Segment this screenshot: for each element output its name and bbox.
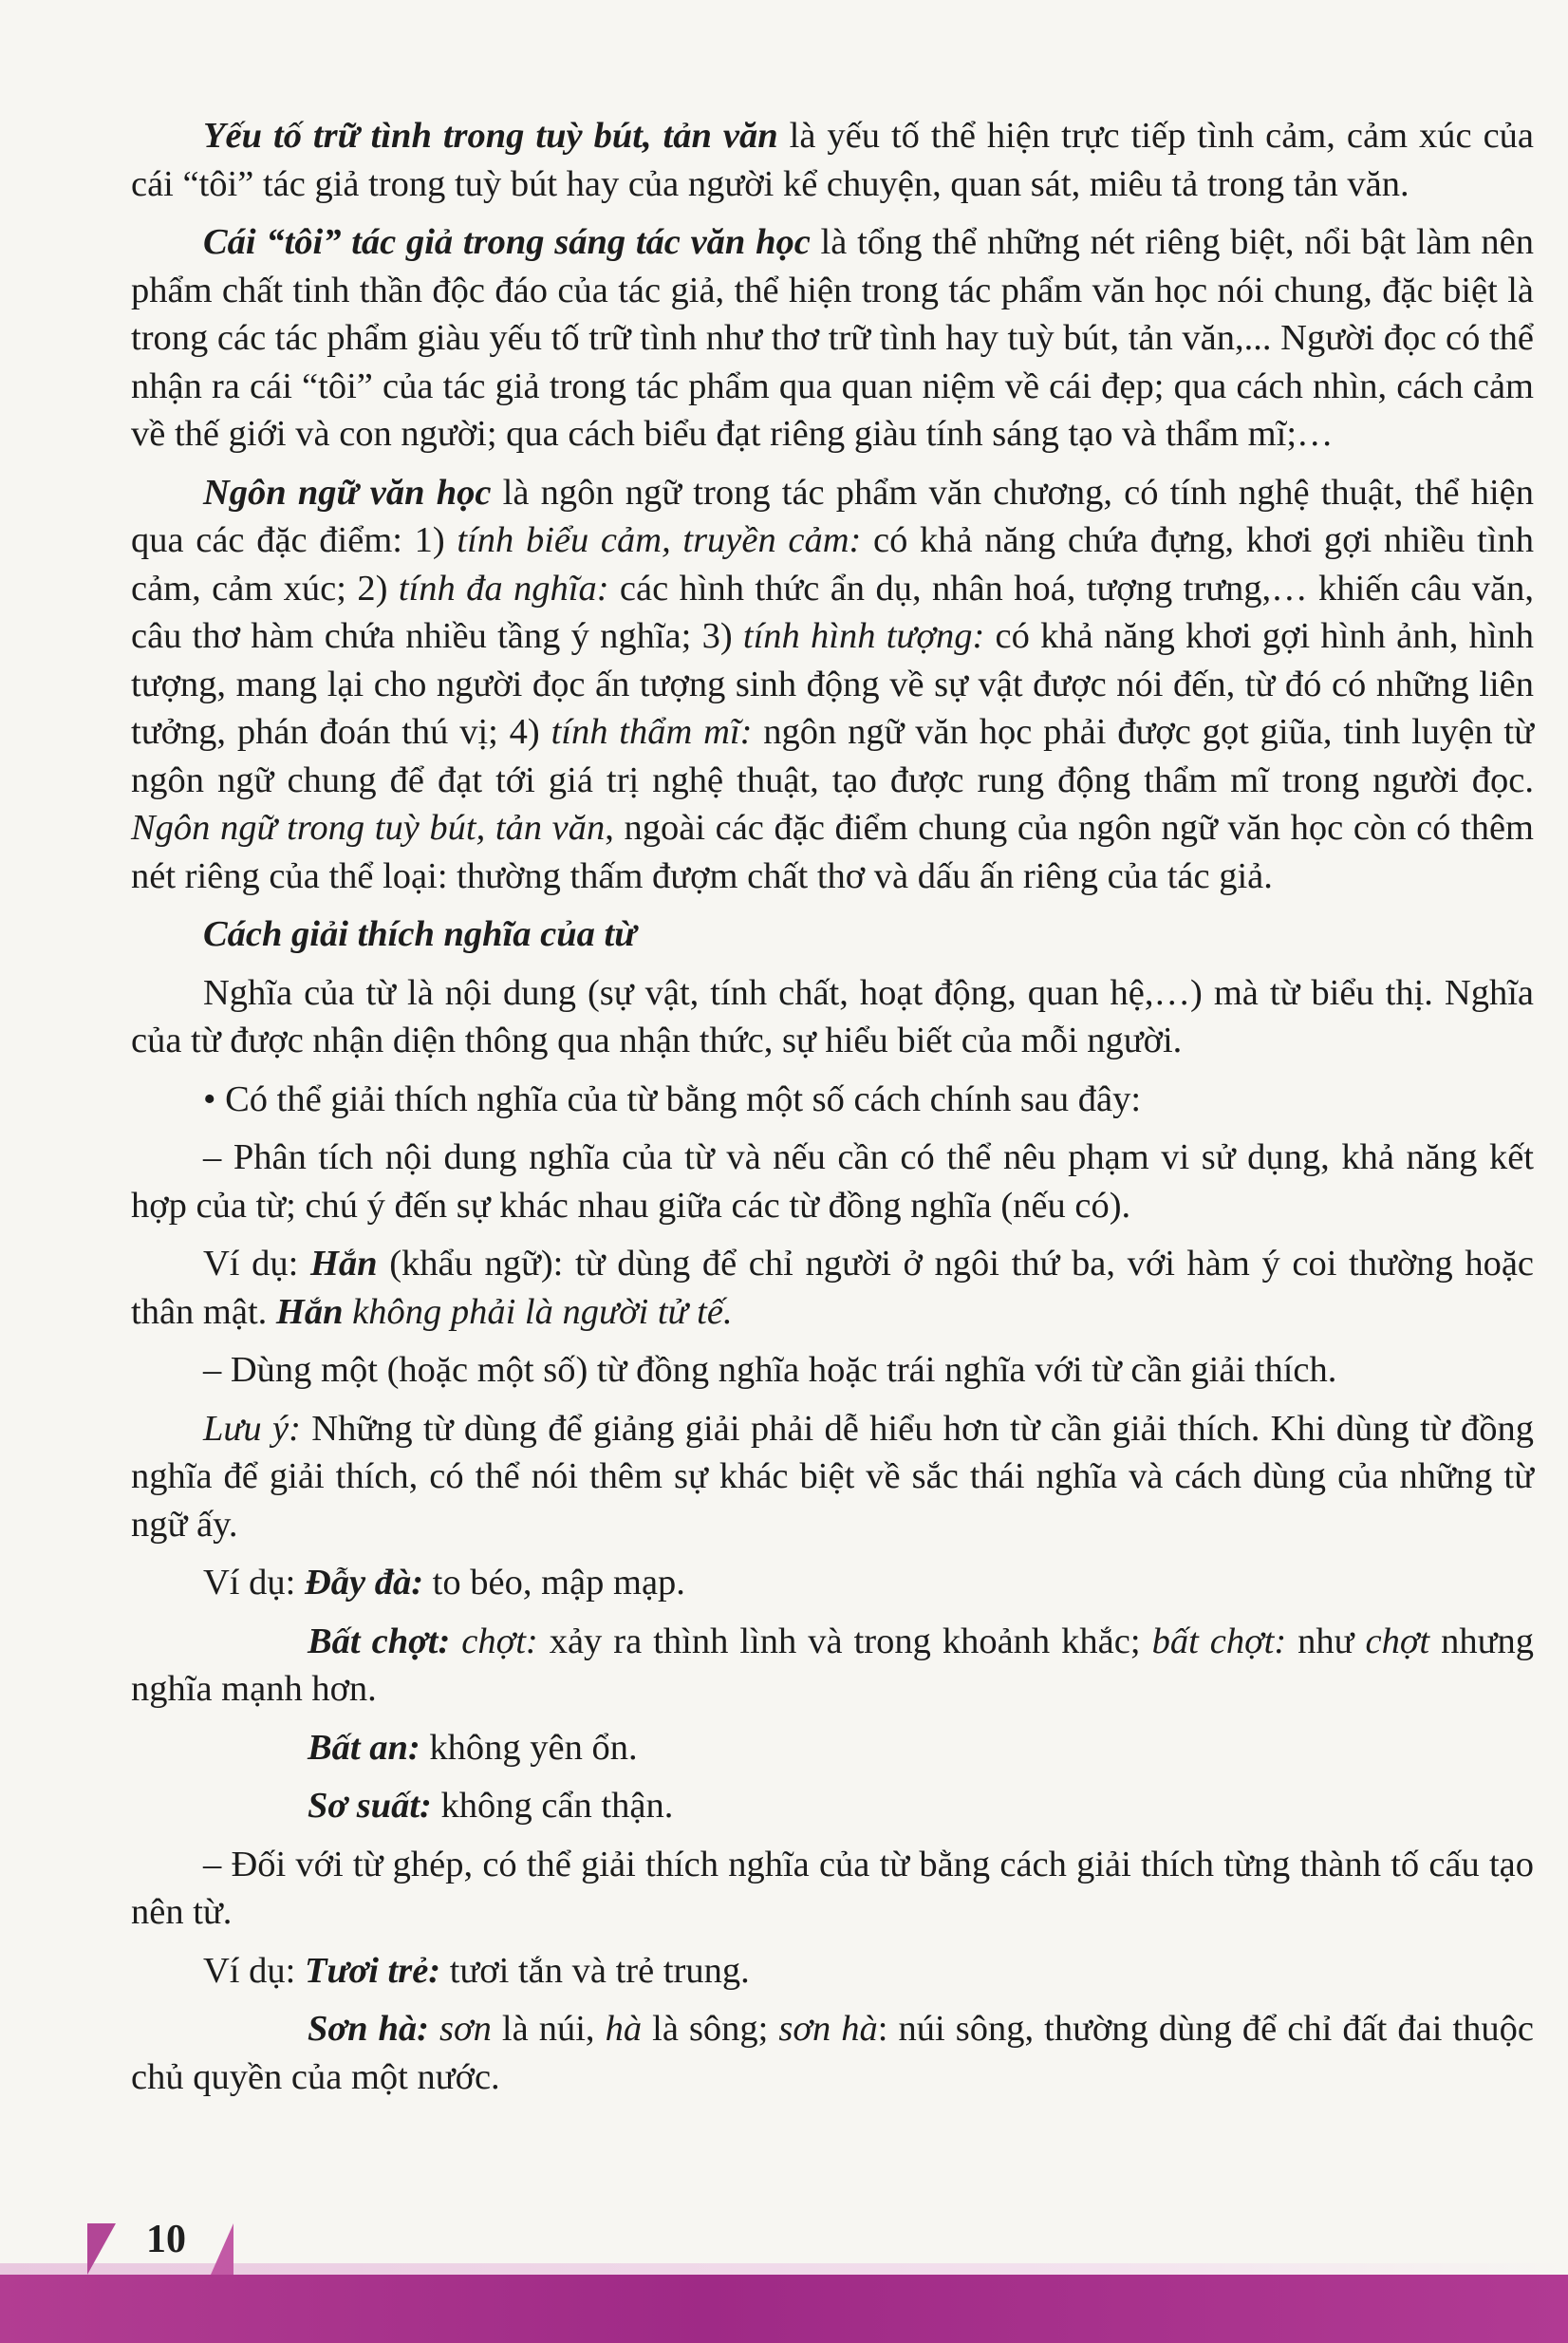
example-term: Sơ suất: xyxy=(308,1786,432,1826)
paragraph-text: có khả năng chứa đựng, khơi gợi nhiều tình cảm, cảm xúc; 2) xyxy=(131,520,1535,609)
italic-text: Ngôn ngữ trong tuỳ bút, tản văn xyxy=(131,808,606,848)
paragraph-text: là yếu tố thể hiện trực tiếp tình cảm, cảm xúc của cái “tôi” tác giả trong tuỳ bút hay của người kể chuyện, quan sát, miêu tả trong tản văn. xyxy=(131,116,1534,204)
footer-band xyxy=(0,2275,1568,2343)
paragraph-text: các hình thức ẩn dụ, nhân hoá, tượng trưng,… khiến câu văn, câu thơ hàm chứa nhiều tầng ý nghĩa; 3) xyxy=(131,568,1534,656)
note-paragraph xyxy=(131,1405,1534,1549)
italic-text: tính đa nghĩa: xyxy=(398,568,609,609)
page-content xyxy=(131,112,1534,2111)
example-term: Hắn xyxy=(309,1244,378,1284)
example-text: không yên ổn. xyxy=(420,1727,638,1768)
example-italic: hà xyxy=(605,2009,643,2049)
paragraph-text: là ngôn ngữ trong tác phẩm văn chương, có tính nghệ thuật, thể hiện qua các đặc điểm: 1) xyxy=(131,472,1534,560)
footer-accent-band xyxy=(0,2263,1568,2275)
example-italic: sơn hà xyxy=(778,2009,878,2049)
note-text: Những từ dùng để giảng giải phải dễ hiểu hơn từ cần giải thích. Khi dùng từ đồng nghĩa để giải thích, có thể nói thêm sự khác biệt về sắc thái nghĩa và cách dùng của những từ ngữ ấy. xyxy=(131,1408,1534,1545)
paragraph-word-meaning: Nghĩa của từ là nội dung (sự vật, tính chất, hoạt động, quan hệ,…) mà từ biểu thị. Nghĩa của từ được nhận diện thông qua nhận thức, sự hiểu biết của mỗi người. xyxy=(131,972,1534,1060)
example-lead: Ví dụ: xyxy=(203,1244,310,1284)
example-term: Hắn xyxy=(275,1291,344,1332)
italic-text: tính thẩm mĩ: xyxy=(551,712,753,752)
term-lyric-element: Yếu tố trữ tình trong tuỳ bút, tản văn xyxy=(203,116,778,156)
example-italic: chợt: xyxy=(450,1621,538,1661)
example-text: như xyxy=(1286,1621,1366,1661)
bullet-methods: • Có thể giải thích nghĩa của từ bằng một số cách chính sau đây: xyxy=(203,1078,1142,1119)
note-label: Lưu ý: xyxy=(203,1408,301,1449)
paragraph-text: có khả năng khơi gợi hình ảnh, hình tượng, mang lại cho người đọc ấn tượng sinh động về sự vật được nói đến, từ đó có những liên tưởng, phán đoán thú vị; 4) xyxy=(131,616,1535,752)
example-italic: bất chợt: xyxy=(1151,1621,1287,1661)
method-compound: – Đối với từ ghép, có thể giải thích nghĩa của từ bằng cách giải thích từng thành tố cấu tạo nên từ. xyxy=(131,1844,1534,1932)
example-text: xảy ra thình lình và trong khoảnh khắc; xyxy=(537,1621,1152,1661)
method-synonym: – Dùng một (hoặc một số) từ đồng nghĩa hoặc trái nghĩa với từ cần giải thích. xyxy=(203,1350,1337,1390)
method-analysis: – Phân tích nội dung nghĩa của từ và nếu cần có thể nêu phạm vi sử dụng, khả năng kết hợp của từ; chú ý đến sự khác nhau giữa các từ đồng nghĩa (nếu có). xyxy=(131,1137,1534,1226)
paragraph-text: ngôn ngữ văn học phải được gọt giũa, tinh luyện từ ngôn ngữ chung để đạt tới giá trị nghệ thuật, tạo được rung động thẩm mĩ trong người đọc. xyxy=(131,712,1534,800)
example-4 xyxy=(131,1724,1534,1772)
paragraph-lyric-element xyxy=(131,112,1534,208)
example-term: Đẫy đà: xyxy=(304,1563,424,1603)
paragraph-author-self xyxy=(131,218,1534,459)
example-lead: Ví dụ: xyxy=(203,1563,305,1603)
example-6 xyxy=(131,1947,1534,1996)
section-heading: Cách giải thích nghĩa của từ xyxy=(203,914,637,954)
example-5 xyxy=(131,1782,1534,1830)
italic-text: tính biểu cảm, truyền cảm: xyxy=(457,520,862,560)
example-italic: chợt xyxy=(1365,1621,1430,1661)
example-text: nhưng nghĩa mạnh hơn. xyxy=(131,1621,1535,1709)
paragraph-text: , ngoài các đặc điểm chung của ngôn ngữ văn học còn có thêm nét riêng của thể loại: thường thấm đượm chất thơ và dấu ấn riêng của tác giả. xyxy=(131,808,1535,896)
term-literary-language: Ngôn ngữ văn học xyxy=(203,472,492,513)
example-italic: không phải là người tử tế. xyxy=(343,1291,733,1332)
page-corner-left-decoration xyxy=(87,2223,116,2275)
paragraph-literary-language xyxy=(131,469,1534,901)
example-term: Tươi trẻ: xyxy=(304,1950,441,1991)
term-author-self: Cái “tôi” tác giả trong sáng tác văn học xyxy=(203,222,811,262)
example-text: (khẩu ngữ): từ dùng để chỉ người ở ngôi thứ ba, với hàm ý coi thường hoặc thân mật. xyxy=(131,1244,1534,1332)
example-term: Sơn hà: xyxy=(308,2009,430,2049)
page-number: 10 xyxy=(146,2218,186,2261)
example-text: tươi tắn và trẻ trung. xyxy=(440,1950,750,1991)
example-1 xyxy=(131,1240,1534,1336)
example-text: là sông; xyxy=(642,2009,779,2049)
example-text: : núi sông, thường dùng để chỉ đất đai thuộc chủ quyền của một nước. xyxy=(131,2009,1535,2097)
italic-text: tính hình tượng: xyxy=(742,616,985,656)
example-text: là núi, xyxy=(491,2009,606,2049)
example-term: Bất chợt: xyxy=(308,1621,451,1661)
example-term: Bất an: xyxy=(308,1727,420,1768)
paragraph-text: là tổng thể những nét riêng biệt, nổi bật làm nên phẩm chất tinh thần độc đáo của tác giả, thể hiện trong tác phẩm văn học nói chung, đặc biệt là trong các tác phẩm giàu yếu tố trữ tình như thơ trữ tình hay tuỳ bút, tản văn,... Người đọc có thể nhận ra cái “tôi” của tác giả trong tác phẩm qua quan niệm về cái đẹp; qua cách nhìn, cách cảm về thế giới và con người; qua cách biểu đạt riêng giàu tính sáng tạo và thẩm mĩ;… xyxy=(131,222,1534,454)
example-text: to béo, mập mạp. xyxy=(423,1563,685,1603)
example-2 xyxy=(131,1559,1534,1607)
example-italic: sơn xyxy=(429,2009,492,2049)
example-3 xyxy=(131,1618,1534,1714)
example-lead: Ví dụ: xyxy=(203,1950,305,1991)
example-text: không cẩn thận. xyxy=(431,1786,674,1826)
example-7 xyxy=(131,2005,1534,2101)
